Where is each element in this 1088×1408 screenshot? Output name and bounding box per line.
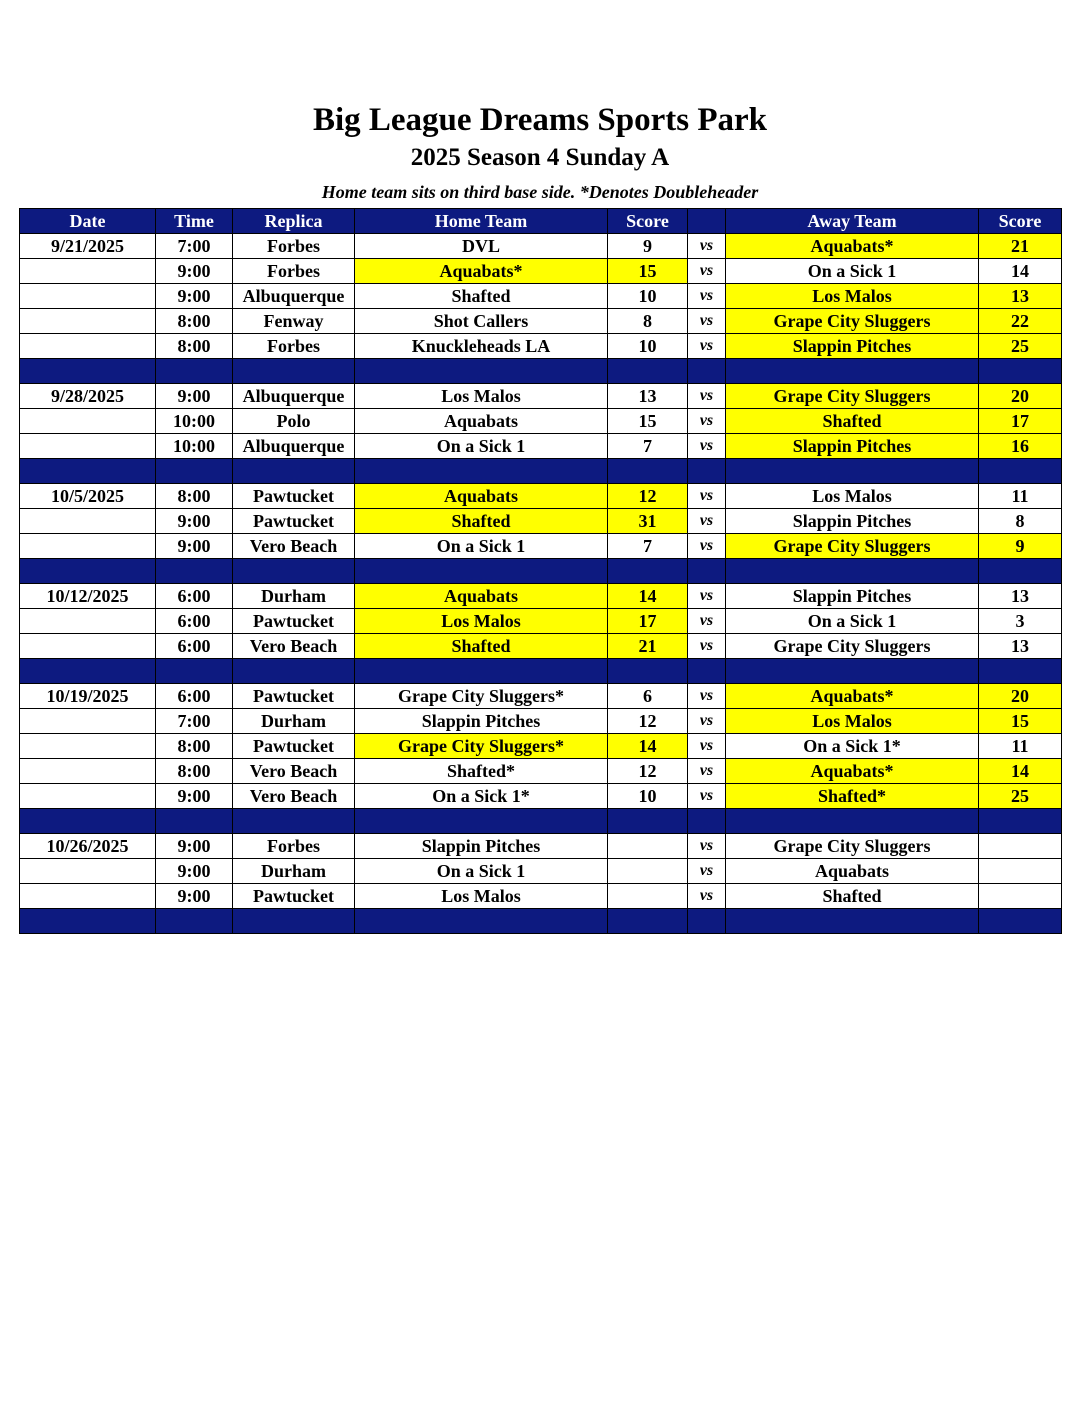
- replica-cell: Polo: [233, 409, 355, 434]
- separator-cell: [20, 359, 156, 384]
- header-date: Date: [20, 209, 156, 234]
- home-team-cell: On a Sick 1*: [355, 784, 608, 809]
- home-team-cell: Aquabats: [355, 409, 608, 434]
- away-score-cell: [979, 834, 1062, 859]
- separator-cell: [233, 659, 355, 684]
- vs-cell: vs: [688, 284, 726, 309]
- replica-cell: Albuquerque: [233, 384, 355, 409]
- date-cell: [20, 334, 156, 359]
- home-score-cell: 12: [608, 709, 688, 734]
- vs-cell: vs: [688, 634, 726, 659]
- separator-cell: [355, 809, 608, 834]
- away-score-cell: 11: [979, 484, 1062, 509]
- home-team-cell: Grape City Sluggers*: [355, 684, 608, 709]
- time-cell: 9:00: [156, 859, 233, 884]
- week-separator-row: [20, 659, 1062, 684]
- replica-cell: Pawtucket: [233, 609, 355, 634]
- separator-cell: [355, 659, 608, 684]
- time-cell: 8:00: [156, 484, 233, 509]
- home-team-cell: Los Malos: [355, 609, 608, 634]
- replica-cell: Durham: [233, 859, 355, 884]
- separator-cell: [156, 909, 233, 934]
- game-row: [20, 534, 1062, 559]
- vs-cell: vs: [688, 734, 726, 759]
- home-score-cell: 31: [608, 509, 688, 534]
- away-score-cell: 22: [979, 309, 1062, 334]
- home-team-cell: Slappin Pitches: [355, 709, 608, 734]
- game-row: [20, 384, 1062, 409]
- replica-cell: Pawtucket: [233, 509, 355, 534]
- separator-cell: [156, 809, 233, 834]
- game-row: [20, 259, 1062, 284]
- game-row: [20, 734, 1062, 759]
- vs-cell: vs: [688, 759, 726, 784]
- separator-cell: [355, 909, 608, 934]
- time-cell: 10:00: [156, 409, 233, 434]
- away-score-cell: [979, 859, 1062, 884]
- home-score-cell: 14: [608, 584, 688, 609]
- away-score-cell: [979, 884, 1062, 909]
- away-score-cell: 8: [979, 509, 1062, 534]
- home-team-cell: DVL: [355, 234, 608, 259]
- away-team-cell: On a Sick 1: [726, 609, 979, 634]
- home-score-cell: 12: [608, 484, 688, 509]
- home-score-cell: 10: [608, 784, 688, 809]
- schedule-note: Home team sits on third base side. *Denotes Doubleheader: [321, 182, 759, 202]
- time-cell: 8:00: [156, 334, 233, 359]
- home-team-cell: On a Sick 1: [355, 434, 608, 459]
- game-row: [20, 834, 1062, 859]
- away-score-cell: 20: [979, 684, 1062, 709]
- replica-cell: Vero Beach: [233, 784, 355, 809]
- away-score-cell: 21: [979, 234, 1062, 259]
- schedule-table: [19, 208, 1062, 934]
- replica-cell: Fenway: [233, 309, 355, 334]
- home-score-cell: 10: [608, 334, 688, 359]
- separator-cell: [355, 559, 608, 584]
- header-away-score: Score: [979, 209, 1062, 234]
- home-team-cell: Aquabats*: [355, 259, 608, 284]
- separator-cell: [233, 559, 355, 584]
- time-cell: 6:00: [156, 634, 233, 659]
- date-cell: [20, 734, 156, 759]
- replica-cell: Durham: [233, 709, 355, 734]
- game-row: [20, 584, 1062, 609]
- away-score-cell: 11: [979, 734, 1062, 759]
- away-team-cell: On a Sick 1: [726, 259, 979, 284]
- separator-cell: [20, 809, 156, 834]
- replica-cell: Albuquerque: [233, 284, 355, 309]
- away-score-cell: 13: [979, 634, 1062, 659]
- time-cell: 9:00: [156, 259, 233, 284]
- separator-cell: [979, 909, 1062, 934]
- time-cell: 8:00: [156, 734, 233, 759]
- time-cell: 9:00: [156, 784, 233, 809]
- vs-cell: vs: [688, 684, 726, 709]
- time-cell: 6:00: [156, 609, 233, 634]
- date-cell: [20, 434, 156, 459]
- game-row: [20, 859, 1062, 884]
- home-score-cell: 10: [608, 284, 688, 309]
- away-team-cell: Slappin Pitches: [726, 584, 979, 609]
- separator-cell: [688, 459, 726, 484]
- time-cell: 7:00: [156, 234, 233, 259]
- home-score-cell: 15: [608, 259, 688, 284]
- header-time: Time: [156, 209, 233, 234]
- header-home-team: Home Team: [355, 209, 608, 234]
- time-cell: 9:00: [156, 509, 233, 534]
- separator-cell: [979, 559, 1062, 584]
- separator-cell: [688, 809, 726, 834]
- separator-cell: [979, 659, 1062, 684]
- separator-cell: [608, 809, 688, 834]
- date-cell: [20, 259, 156, 284]
- separator-cell: [156, 659, 233, 684]
- vs-cell: vs: [688, 409, 726, 434]
- game-row: [20, 709, 1062, 734]
- date-cell: [20, 709, 156, 734]
- separator-cell: [979, 359, 1062, 384]
- separator-cell: [688, 359, 726, 384]
- separator-cell: [726, 809, 979, 834]
- vs-cell: vs: [688, 384, 726, 409]
- home-score-cell: 17: [608, 609, 688, 634]
- separator-cell: [20, 559, 156, 584]
- date-cell: [20, 284, 156, 309]
- date-cell: [20, 509, 156, 534]
- date-cell: 9/28/2025: [20, 384, 156, 409]
- away-score-cell: 9: [979, 534, 1062, 559]
- game-row: [20, 884, 1062, 909]
- home-team-cell: Shafted: [355, 634, 608, 659]
- replica-cell: Pawtucket: [233, 884, 355, 909]
- date-cell: [20, 309, 156, 334]
- away-team-cell: Shafted: [726, 409, 979, 434]
- vs-cell: vs: [688, 784, 726, 809]
- game-row: [20, 634, 1062, 659]
- separator-cell: [156, 359, 233, 384]
- week-separator-row: [20, 459, 1062, 484]
- separator-cell: [726, 659, 979, 684]
- separator-cell: [726, 459, 979, 484]
- replica-cell: Forbes: [233, 334, 355, 359]
- replica-cell: Forbes: [233, 234, 355, 259]
- away-team-cell: Shafted: [726, 884, 979, 909]
- game-row: [20, 509, 1062, 534]
- replica-cell: Albuquerque: [233, 434, 355, 459]
- away-score-cell: 20: [979, 384, 1062, 409]
- game-row: [20, 484, 1062, 509]
- separator-cell: [688, 909, 726, 934]
- time-cell: 8:00: [156, 759, 233, 784]
- separator-cell: [979, 459, 1062, 484]
- separator-cell: [608, 559, 688, 584]
- home-team-cell: Shafted*: [355, 759, 608, 784]
- date-cell: 9/21/2025: [20, 234, 156, 259]
- away-team-cell: Grape City Sluggers: [726, 634, 979, 659]
- replica-cell: Forbes: [233, 834, 355, 859]
- header-home-score: Score: [608, 209, 688, 234]
- home-team-cell: Aquabats: [355, 584, 608, 609]
- separator-cell: [608, 459, 688, 484]
- game-row: [20, 759, 1062, 784]
- separator-cell: [156, 459, 233, 484]
- home-team-cell: Shafted: [355, 509, 608, 534]
- date-cell: [20, 409, 156, 434]
- vs-cell: vs: [688, 609, 726, 634]
- home-score-cell: 15: [608, 409, 688, 434]
- home-team-cell: Grape City Sluggers*: [355, 734, 608, 759]
- time-cell: 9:00: [156, 534, 233, 559]
- time-cell: 8:00: [156, 309, 233, 334]
- away-team-cell: Slappin Pitches: [726, 334, 979, 359]
- time-cell: 9:00: [156, 384, 233, 409]
- separator-cell: [688, 659, 726, 684]
- date-cell: 10/26/2025: [20, 834, 156, 859]
- vs-cell: vs: [688, 534, 726, 559]
- home-score-cell: [608, 834, 688, 859]
- home-team-cell: Slappin Pitches: [355, 834, 608, 859]
- separator-cell: [233, 459, 355, 484]
- week-separator-row: [20, 359, 1062, 384]
- separator-cell: [726, 909, 979, 934]
- header-replica: Replica: [233, 209, 355, 234]
- away-score-cell: 14: [979, 759, 1062, 784]
- home-score-cell: 14: [608, 734, 688, 759]
- vs-cell: vs: [688, 334, 726, 359]
- separator-cell: [608, 359, 688, 384]
- time-cell: 9:00: [156, 834, 233, 859]
- separator-cell: [233, 909, 355, 934]
- vs-cell: vs: [688, 584, 726, 609]
- home-score-cell: 8: [608, 309, 688, 334]
- replica-cell: Pawtucket: [233, 734, 355, 759]
- vs-cell: vs: [688, 234, 726, 259]
- away-team-cell: Aquabats*: [726, 759, 979, 784]
- date-cell: [20, 534, 156, 559]
- date-cell: 10/5/2025: [20, 484, 156, 509]
- page-title: Big League Dreams Sports Park: [312, 102, 768, 138]
- vs-cell: vs: [688, 259, 726, 284]
- replica-cell: Pawtucket: [233, 484, 355, 509]
- separator-cell: [688, 559, 726, 584]
- home-score-cell: 7: [608, 434, 688, 459]
- away-team-cell: On a Sick 1*: [726, 734, 979, 759]
- week-separator-row: [20, 809, 1062, 834]
- game-row: [20, 234, 1062, 259]
- header-vs: [688, 209, 726, 234]
- away-team-cell: Grape City Sluggers: [726, 534, 979, 559]
- schedule-body: [20, 234, 1062, 934]
- time-cell: 7:00: [156, 709, 233, 734]
- separator-cell: [608, 659, 688, 684]
- header-row: [20, 209, 1062, 234]
- time-cell: 6:00: [156, 684, 233, 709]
- separator-cell: [355, 359, 608, 384]
- away-team-cell: Los Malos: [726, 709, 979, 734]
- away-team-cell: Slappin Pitches: [726, 509, 979, 534]
- home-team-cell: On a Sick 1: [355, 534, 608, 559]
- away-score-cell: 25: [979, 784, 1062, 809]
- time-cell: 9:00: [156, 884, 233, 909]
- date-cell: 10/12/2025: [20, 584, 156, 609]
- home-score-cell: 7: [608, 534, 688, 559]
- away-team-cell: Shafted*: [726, 784, 979, 809]
- home-score-cell: 21: [608, 634, 688, 659]
- away-team-cell: Grape City Sluggers: [726, 309, 979, 334]
- game-row: [20, 334, 1062, 359]
- away-score-cell: 16: [979, 434, 1062, 459]
- page-subtitle: 2025 Season 4 Sunday A: [410, 144, 670, 171]
- replica-cell: Vero Beach: [233, 634, 355, 659]
- separator-cell: [20, 459, 156, 484]
- separator-cell: [979, 809, 1062, 834]
- away-team-cell: Los Malos: [726, 284, 979, 309]
- away-score-cell: 17: [979, 409, 1062, 434]
- away-score-cell: 15: [979, 709, 1062, 734]
- home-score-cell: 13: [608, 384, 688, 409]
- date-cell: [20, 634, 156, 659]
- week-separator-row: [20, 559, 1062, 584]
- separator-cell: [608, 909, 688, 934]
- vs-cell: vs: [688, 709, 726, 734]
- vs-cell: vs: [688, 434, 726, 459]
- date-cell: [20, 759, 156, 784]
- home-team-cell: Shot Callers: [355, 309, 608, 334]
- separator-cell: [233, 359, 355, 384]
- vs-cell: vs: [688, 309, 726, 334]
- date-cell: 10/19/2025: [20, 684, 156, 709]
- away-team-cell: Grape City Sluggers: [726, 834, 979, 859]
- away-team-cell: Aquabats*: [726, 234, 979, 259]
- replica-cell: Vero Beach: [233, 759, 355, 784]
- vs-cell: vs: [688, 484, 726, 509]
- time-cell: 6:00: [156, 584, 233, 609]
- date-cell: [20, 859, 156, 884]
- home-team-cell: Shafted: [355, 284, 608, 309]
- date-cell: [20, 609, 156, 634]
- vs-cell: vs: [688, 834, 726, 859]
- date-cell: [20, 884, 156, 909]
- home-team-cell: Los Malos: [355, 884, 608, 909]
- away-score-cell: 13: [979, 284, 1062, 309]
- away-team-cell: Slappin Pitches: [726, 434, 979, 459]
- replica-cell: Vero Beach: [233, 534, 355, 559]
- away-score-cell: 14: [979, 259, 1062, 284]
- home-score-cell: 12: [608, 759, 688, 784]
- vs-cell: vs: [688, 859, 726, 884]
- vs-cell: vs: [688, 884, 726, 909]
- replica-cell: Durham: [233, 584, 355, 609]
- away-score-cell: 3: [979, 609, 1062, 634]
- away-score-cell: 25: [979, 334, 1062, 359]
- header-away-team: Away Team: [726, 209, 979, 234]
- game-row: [20, 609, 1062, 634]
- home-team-cell: Los Malos: [355, 384, 608, 409]
- separator-cell: [355, 459, 608, 484]
- home-score-cell: 6: [608, 684, 688, 709]
- separator-cell: [156, 559, 233, 584]
- separator-cell: [233, 809, 355, 834]
- game-row: [20, 784, 1062, 809]
- away-team-cell: Grape City Sluggers: [726, 384, 979, 409]
- home-team-cell: Knuckleheads LA: [355, 334, 608, 359]
- time-cell: 10:00: [156, 434, 233, 459]
- separator-cell: [726, 559, 979, 584]
- away-score-cell: 13: [979, 584, 1062, 609]
- separator-cell: [726, 359, 979, 384]
- replica-cell: Forbes: [233, 259, 355, 284]
- away-team-cell: Aquabats*: [726, 684, 979, 709]
- separator-cell: [20, 909, 156, 934]
- home-score-cell: [608, 859, 688, 884]
- home-score-cell: [608, 884, 688, 909]
- game-row: [20, 309, 1062, 334]
- away-team-cell: Aquabats: [726, 859, 979, 884]
- game-row: [20, 284, 1062, 309]
- home-team-cell: Aquabats: [355, 484, 608, 509]
- week-separator-row: [20, 909, 1062, 934]
- vs-cell: vs: [688, 509, 726, 534]
- time-cell: 9:00: [156, 284, 233, 309]
- date-cell: [20, 784, 156, 809]
- home-team-cell: On a Sick 1: [355, 859, 608, 884]
- home-score-cell: 9: [608, 234, 688, 259]
- replica-cell: Pawtucket: [233, 684, 355, 709]
- game-row: [20, 434, 1062, 459]
- separator-cell: [20, 659, 156, 684]
- away-team-cell: Los Malos: [726, 484, 979, 509]
- game-row: [20, 684, 1062, 709]
- game-row: [20, 409, 1062, 434]
